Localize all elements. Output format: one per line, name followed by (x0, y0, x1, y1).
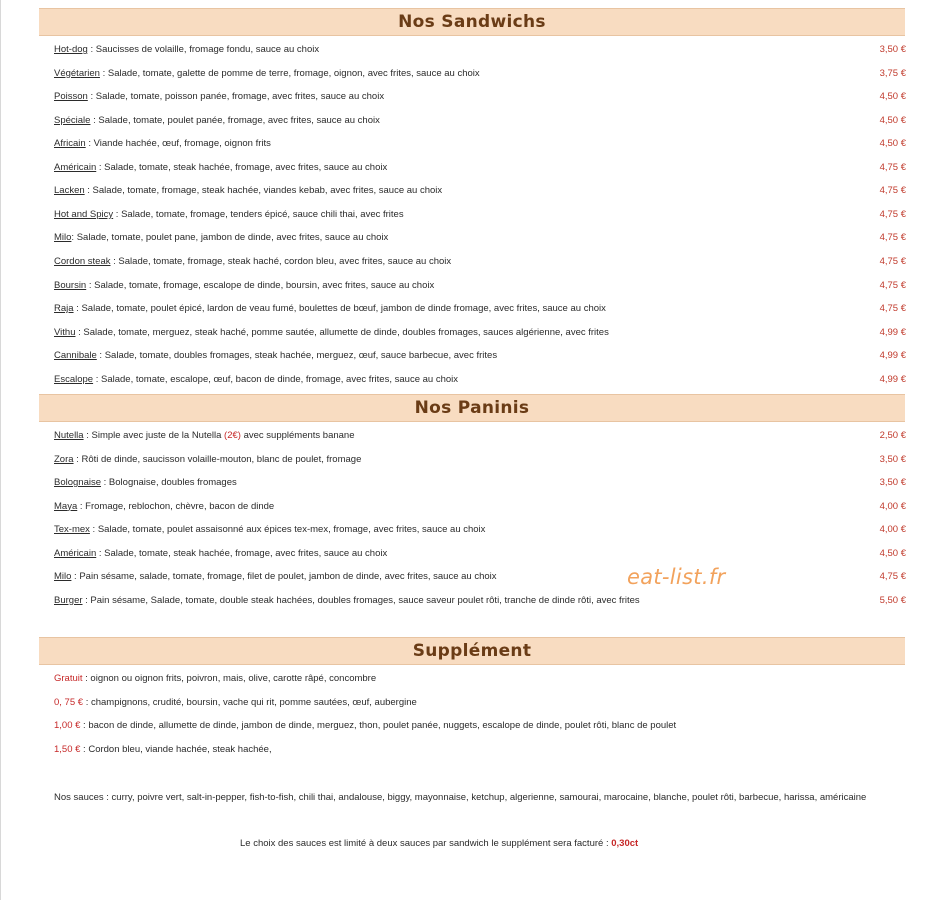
menu-item (54, 348, 906, 364)
sauce-limit-amount: 0,30ct (611, 838, 639, 849)
menu-item (54, 593, 906, 609)
menu-item (54, 160, 906, 176)
item-price: 5,50 € (879, 594, 906, 606)
menu-item (54, 207, 906, 223)
item-price: 4,75 € (879, 279, 906, 291)
menu-item (54, 475, 906, 491)
item-price: 4,50 € (879, 114, 906, 126)
item-description: : Salade, tomate, fromage, escalope de dinde, boursin, avec frites, sauce au choix (86, 279, 435, 291)
item-price: 2,50 € (879, 430, 906, 441)
item-description: : Rôti de dinde, saucisson volaille-mouton, blanc de poulet, fromage (73, 453, 362, 465)
item-highlight: (2€) (224, 430, 241, 441)
item-description: : Salade, tomate, fromage, tenders épicé, sauce chili thai, avec frites (113, 208, 404, 220)
item-name: Bolognaise (54, 477, 102, 489)
item-description: : Pain sésame, salade, tomate, fromage, filet de poulet, jambon de dinde, avec frites, sauce au choix (71, 571, 497, 583)
menu-item (54, 301, 906, 317)
menu-item (54, 278, 906, 294)
item-name: Escalope (54, 373, 94, 385)
item-name: Hot-dog (54, 44, 88, 55)
menu-item (54, 452, 906, 468)
item-description: : Salade, tomate, escalope, œuf, bacon de dinde, fromage, avec frites, sauce au choix (93, 373, 458, 385)
item-price: 4,99 € (879, 373, 906, 385)
item-name: Américain (54, 547, 97, 559)
item-price: 4,75 € (879, 232, 906, 244)
supplement-price-tag: Gratuit (54, 673, 83, 684)
item-description: : Salade, tomate, poulet panée, fromage, avec frites, sauce au choix (90, 114, 380, 126)
supplement-price-tag: 0, 75 € (54, 696, 84, 708)
menu-item (54, 325, 906, 341)
supplement-line (54, 718, 906, 734)
item-name: Boursin (54, 279, 87, 291)
item-price: 4,75 € (879, 185, 906, 197)
item-description: : Salade, tomate, fromage, steak hachée, viandes kebab, avec frites, sauce au choix (84, 185, 443, 197)
sandwichs-header (39, 8, 905, 36)
menu-item (54, 546, 906, 562)
menu-item (54, 522, 906, 538)
item-description: : Salade, tomate, poulet épicé, lardon de veau fumé, boulettes de bœuf, jambon de dinde fromage, avec frites, sauce au choix (73, 303, 606, 315)
item-name: Milo (54, 232, 72, 244)
item-name: Africain (54, 138, 86, 150)
item-price: 4,50 € (879, 91, 906, 103)
menu-item (54, 254, 906, 270)
item-price: 4,75 € (879, 571, 906, 583)
supplement-price-tag: 1,00 € (54, 720, 81, 731)
item-price: 3,50 € (879, 453, 906, 465)
supplement-items: : bacon de dinde, allumette de dinde, jambon de dinde, merguez, thon, poulet panée, nuggets, escalope de dinde, poulet rôti, blanc de poulet (80, 720, 677, 731)
menu-item (54, 183, 906, 199)
page-edge-line (0, 0, 1, 900)
item-price: 4,50 € (879, 138, 906, 150)
item-description: : Salade, tomate, steak hachée, fromage, avec frites, sauce au choix (96, 547, 388, 559)
item-description: : Fromage, reblochon, chèvre, bacon de dinde (77, 500, 275, 512)
item-description: : Viande hachée, œuf, fromage, oignon frits (85, 138, 271, 150)
menu-item (54, 372, 906, 388)
sandwichs-title: Nos Sandwichs (398, 12, 546, 32)
item-description-extra: avec suppléments banane (240, 430, 355, 441)
supplement-title: Supplément (412, 641, 532, 661)
item-price: 3,50 € (879, 44, 906, 55)
item-price: 4,00 € (879, 524, 906, 536)
item-price: 3,75 € (879, 67, 906, 79)
item-description: : Salade, tomate, merguez, steak haché, pomme sautée, allumette de dinde, doubles fromages, sauces algérienne, avec frites (75, 326, 609, 338)
item-name: Vithu (54, 326, 76, 338)
sauce-limit-note (240, 838, 638, 849)
menu-item (54, 66, 906, 82)
item-price: 4,99 € (879, 326, 906, 338)
item-name: Cordon steak (54, 255, 111, 267)
supplement-items: : oignon ou oignon frits, poivron, mais, olive, carotte râpé, concombre (82, 673, 377, 684)
item-name: Raja (54, 303, 74, 315)
menu-item (54, 499, 906, 515)
menu-item (54, 113, 906, 129)
paninis-header (39, 394, 905, 422)
item-name: Burger (54, 594, 83, 606)
supplement-header (39, 637, 905, 665)
menu-item (54, 89, 906, 105)
item-name: Cannibale (54, 350, 97, 362)
sauces-note: Nos sauces : curry, poivre vert, salt-in-pepper, fish-to-fish, chili thai, andalouse, biggy, mayonnaise, ketchup, algerienne, samourai, marocaine, blanche, poulet rôti, barbecue, harissa, américaine (54, 792, 867, 803)
item-description: : Salade, tomate, poulet pane, jambon de dinde, avec frites, sauce au choix (71, 232, 389, 244)
item-price: 4,75 € (879, 161, 906, 173)
item-description: : Salade, tomate, fromage, steak haché, cordon bleu, avec frites, sauce au choix (110, 255, 452, 267)
item-price: 4,75 € (879, 303, 906, 315)
item-name: Américain (54, 161, 97, 173)
item-description: : Bolognaise, doubles fromages (101, 477, 237, 489)
item-name: Milo (54, 571, 72, 583)
item-price: 4,00 € (879, 500, 906, 512)
item-description: : Saucisses de volaille, fromage fondu, sauce au choix (87, 44, 320, 55)
item-name: Végétarien (54, 67, 100, 79)
watermark-logo: eat-list.fr (627, 565, 726, 589)
item-name: Spéciale (54, 114, 91, 126)
item-description: : Salade, tomate, galette de pomme de terre, fromage, oignon, avec frites, sauce au choix (99, 67, 480, 79)
menu-item (54, 428, 906, 444)
item-name: Zora (54, 453, 74, 465)
supplement-line (54, 695, 906, 711)
item-name: Poisson (54, 91, 88, 103)
item-description: : Salade, tomate, poulet assaisonné aux épices tex-mex, fromage, avec frites, sauce au choix (89, 524, 486, 536)
item-description: : Pain sésame, Salade, tomate, double steak hachées, doubles fromages, sauce saveur poulet rôti, tranche de dinde rôti, avec frites (82, 594, 640, 606)
item-name: Hot and Spicy (54, 208, 114, 220)
menu-item (54, 569, 906, 585)
item-name: Nutella (54, 430, 84, 441)
supplement-price-tag: 1,50 € (54, 743, 81, 755)
item-price: 4,75 € (879, 255, 906, 267)
item-price: 4,50 € (879, 547, 906, 559)
supplement-line (54, 671, 906, 687)
item-description: : Salade, tomate, poisson panée, fromage, avec frites, sauce au choix (87, 91, 385, 103)
item-price: 4,99 € (879, 350, 906, 362)
item-name: Tex-mex (54, 524, 90, 536)
sauce-limit-text: Le choix des sauces est limité à deux sauces par sandwich le supplément sera facturé : (240, 838, 612, 849)
menu-item (54, 42, 906, 58)
supplement-items: : Cordon bleu, viande hachée, steak hachée, (80, 743, 272, 755)
item-description: : Salade, tomate, steak hachée, fromage, avec frites, sauce au choix (96, 161, 388, 173)
item-price: 4,75 € (879, 208, 906, 220)
item-price: 3,50 € (879, 477, 906, 489)
item-description: : Simple avec juste de la Nutella (83, 430, 225, 441)
supplement-items: : champignons, crudité, boursin, vache qui rit, pomme sautées, œuf, aubergine (83, 696, 417, 708)
supplement-line (54, 742, 906, 758)
item-description: : Salade, tomate, doubles fromages, steak hachée, merguez, œuf, sauce barbecue, avec frites (96, 350, 498, 362)
menu-item (54, 230, 906, 246)
menu-item (54, 136, 906, 152)
item-name: Lacken (54, 185, 85, 197)
item-name: Maya (54, 500, 78, 512)
paninis-title: Nos Paninis (414, 398, 530, 418)
